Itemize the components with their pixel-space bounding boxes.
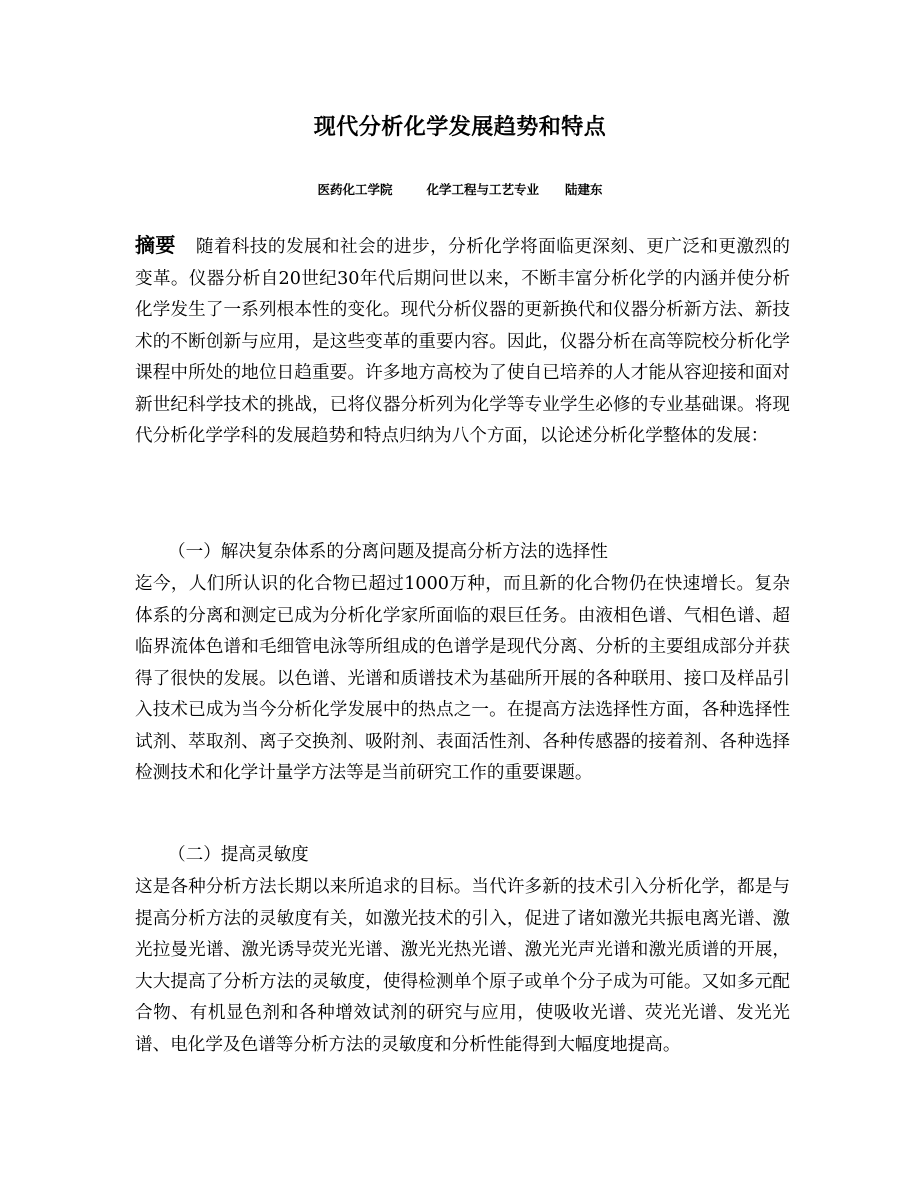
abstract-text: 随着科技的发展和社会的进步，分析化学将面临更深刻、更广泛和更激烈的变革。仪器分析自20世纪30年代后期问世以来，不断丰富分析化学的内涵并使分析化学发生了一系列根本性的变化。现代分析仪器的更新换代和仪器分析新方法、新技术的不断创新与应用，是这些变革的重要内容。因此，仪器分析在高等院校分析化学课程中所处的地位日趋重要。许多地方高校为了使自已培养的人才能从容迎接和面对新世纪科学技术的挑战，已将仪器分析列为化学等专业学生必修的专业基础课。将现代分析化学学科的发展趋势和特点归纳为八个方面，以论述分析化学整体的发展： — [135, 237, 791, 446]
section-heading-1: （一）解决复杂体系的分离问题及提高分析方法的选择性 — [168, 542, 608, 562]
author-school: 医药化工学院 — [317, 182, 393, 197]
author-name: 陆建东 — [565, 182, 603, 197]
author-major: 化学工程与工艺专业 — [426, 182, 539, 197]
document-title: 现代分析化学发展趋势和特点 — [313, 115, 607, 140]
section-body-1: 迄今，人们所认识的化合物已超过1000万种，而且新的化合物仍在快速增长。复杂体系的分离和测定已成为分析化学家所面临的艰巨任务。由液相色谱、气相色谱、超临界流体色谱和毛细管电泳等所组成的色谱学是现代分离、分析的主要组成部分并获得了很快的发展。以色谱、光谱和质谱技术为基础所开展的各种联用、接口及样品引入技术已成为当今分析化学发展中的热点之一。在提高方法选择性方面，各种选择性试剂、萃取剂、离子交换剂、吸附剂、表面活性剂、各种传感器的接着剂、各种选择检测技术和化学计量学方法等是当前研究工作的重要课题。 — [135, 574, 790, 783]
author-line — [0, 180, 920, 198]
section-heading-2: （二）提高灵敏度 — [168, 845, 309, 865]
section-body-2: 这是各种分析方法长期以来所追求的目标。当代许多新的技术引入分析化学，都是与提高分析方法的灵敏度有关，如激光技术的引入，促进了诸如激光共振电离光谱、激光拉曼光谱、激光诱导荧光光谱、激光光热光谱、激光光声光谱和激光质谱的开展，大大提高了分析方法的灵敏度，使得检测单个原子或单个分子成为可能。又如多元配合物、有机显色剂和各种增效试剂的研究与应用，使吸收光谱、荧光光谱、发光光谱、电化学及色谱等分析方法的灵敏度和分析性能得到大幅度地提高。 — [135, 877, 790, 1055]
abstract-paragraph — [135, 230, 790, 453]
abstract-label: 摘要 — [135, 233, 176, 257]
